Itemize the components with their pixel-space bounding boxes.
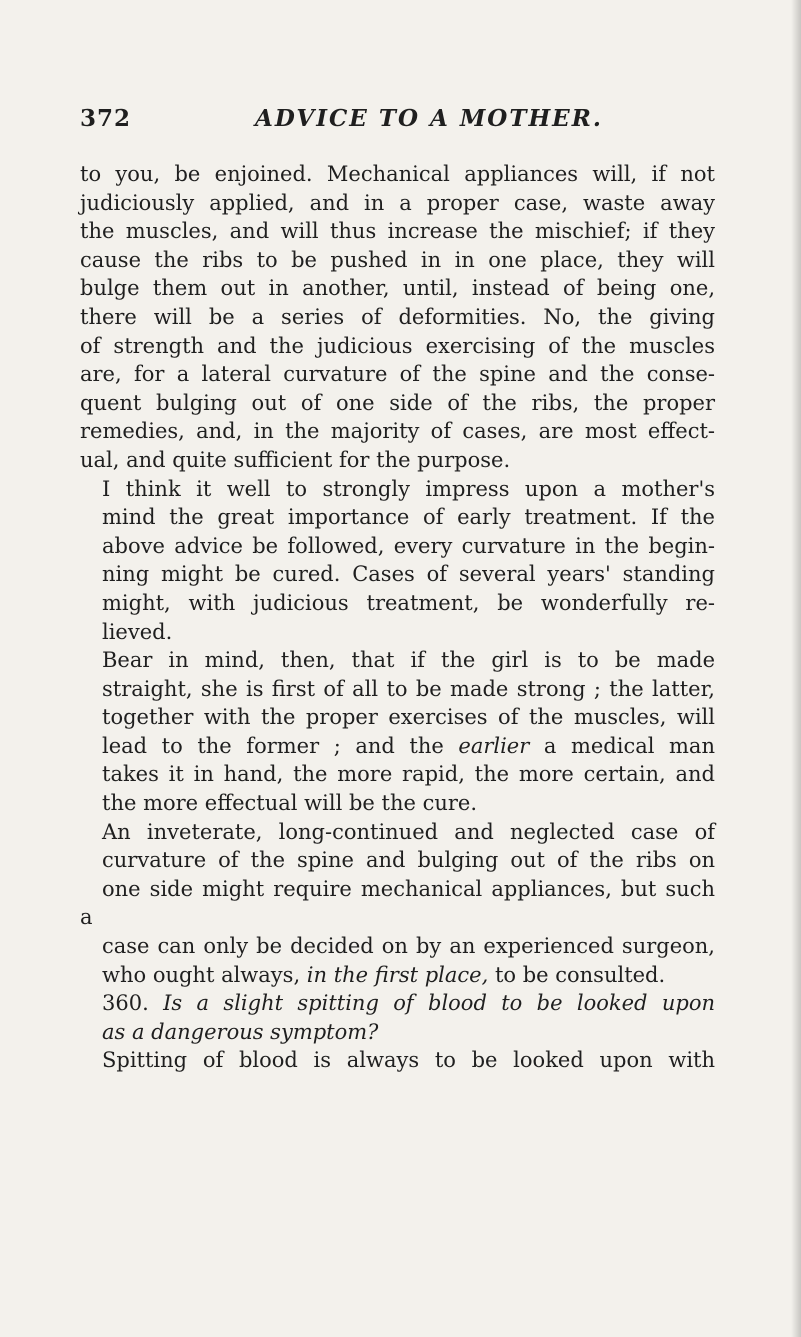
text-line: above advice be followed, every curvature in the begin- — [102, 533, 715, 558]
paragraph — [80, 818, 715, 990]
text-line: takes it in hand, the more rapid, the more certain, and — [102, 762, 715, 787]
text-line: ning might be cured. Cases of several years' standing — [102, 562, 715, 587]
paragraph — [80, 1046, 715, 1075]
text-line: bulge them out in another, until, instead of being one, — [80, 276, 715, 301]
text-line: remedies, and, in the majority of cases, are most effect- — [80, 419, 715, 444]
text-line: curvature of the spine and bulging out of the ribs on — [102, 848, 715, 873]
paragraph — [80, 475, 715, 647]
question-text: Is a slight spitting of blood to be looked upon — [163, 991, 715, 1016]
running-title: ADVICE TO A MOTHER. — [255, 105, 603, 132]
text-line: case can only be decided on by an experienced surgeon, — [102, 934, 715, 959]
text-line: mind the great importance of early treatment. If the — [102, 505, 715, 530]
page-edge-shadow — [791, 0, 801, 1337]
text-line: judiciously applied, and in a proper case, waste away — [80, 190, 715, 215]
text-run: a medical man — [529, 733, 715, 758]
text-line: to you, be enjoined. Mechanical appliances will, if not — [80, 162, 715, 186]
text-line: lieved. — [102, 619, 173, 644]
text-line: one side might require mechanical appliances, but such a — [80, 876, 715, 930]
text-line: the muscles, and will thus increase the mischief; if they — [80, 219, 715, 244]
text-line: quent bulging out of one side of the ribs, the proper — [80, 390, 715, 415]
page-number: 372 — [80, 105, 132, 132]
text-line — [80, 989, 715, 1018]
text-line: I think it well to strongly impress upon a mother's — [102, 476, 715, 501]
text-line — [80, 961, 715, 990]
text-line: of strength and the judicious exercising of the muscles — [80, 333, 715, 358]
text-line: straight, she is first of all to be made strong ; the latter, — [102, 676, 715, 701]
text-line — [80, 732, 715, 761]
text-line: Spitting of blood is always to be looked upon with — [102, 1048, 715, 1073]
text-line: An inveterate, long-continued and neglected case of — [102, 819, 715, 844]
text-line: the more effectual will be the cure. — [102, 791, 478, 816]
emphasis-text: earlier — [458, 733, 530, 758]
text-run: to be consulted. — [488, 962, 666, 987]
question-paragraph — [80, 989, 715, 1046]
text-line: might, with judicious treatment, be wonderfully re- — [102, 590, 715, 615]
text-run: lead to the former ; and the — [102, 733, 459, 758]
text-run: who ought always, — [102, 962, 307, 987]
text-line: are, for a lateral curvature of the spine and the conse- — [80, 362, 715, 387]
text-line: cause the ribs to be pushed in in one place, they will — [80, 247, 715, 272]
paragraph — [80, 160, 715, 475]
body-text — [80, 160, 715, 1075]
text-line: ual, and quite sufficient for the purpose. — [80, 447, 511, 472]
text-line: there will be a series of deformities. No, the giving — [80, 304, 715, 329]
running-header — [80, 105, 680, 139]
paragraph — [80, 646, 715, 818]
text-line — [80, 1018, 715, 1047]
text-line: together with the proper exercises of the muscles, will — [102, 705, 715, 730]
question-text: as a dangerous symptom? — [102, 1019, 379, 1044]
question-number: 360. — [102, 991, 149, 1016]
emphasis-text: in the first place, — [306, 962, 489, 987]
text-line: Bear in mind, then, that if the girl is to be made — [102, 648, 715, 673]
